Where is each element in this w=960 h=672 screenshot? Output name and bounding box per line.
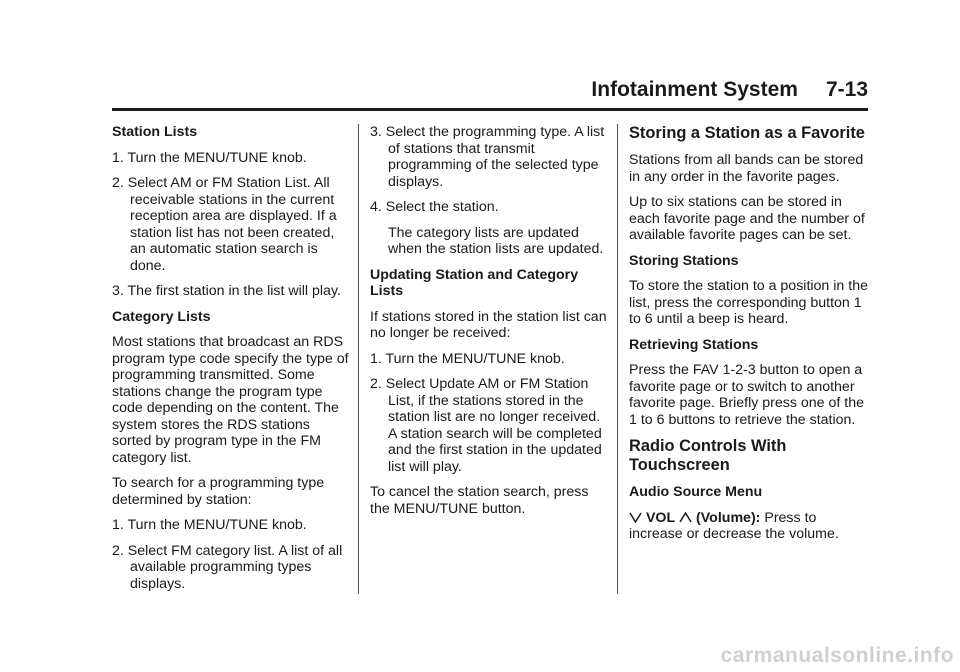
list-item: 3. Select the programming type. A list of stations that transmit programming of the selected type displays. <box>370 124 605 190</box>
list-item: 1. Turn the MENU/TUNE knob. <box>370 350 565 367</box>
vol-label: VOL <box>645 509 676 526</box>
column-3 <box>629 124 869 552</box>
paragraph: To store the station to a position in the list, press the corresponding button 1 to 6 until a beep is heard. <box>629 278 868 327</box>
list-item: 2. Select FM category list. A list of all available programming types displays. <box>112 542 343 592</box>
page-number: 7-13 <box>825 78 868 101</box>
volume-description <box>629 510 869 543</box>
paragraph: To search for a programming type determined by station: <box>112 475 325 508</box>
paragraph: If stations stored in the station list can no longer be received: <box>370 308 607 341</box>
list-item: 2. Select AM or FM Station List. All receivable stations in the current reception area are displayed. If a station list has not been created, an automatic station search is done. <box>112 175 337 274</box>
paragraph: Most stations that broadcast an RDS program type code specify the type of programming transmitted. Some stations change the program type code depending on the content. The system stores the RDS stations sorted by program type in the FM category list. <box>112 334 349 466</box>
heading-retrieving-stations: Retrieving Stations <box>629 336 759 353</box>
paragraph: To cancel the station search, press the MENU/TUNE button. <box>370 484 589 517</box>
page-header <box>591 78 868 102</box>
column-1 <box>112 124 352 601</box>
vol-text: Press to increase or decrease the volume. <box>629 509 839 542</box>
heading-category-lists: Category Lists <box>112 308 211 325</box>
list-item-note: The category lists are updated when the station lists are updated. <box>388 224 604 257</box>
heading-storing-stations: Storing Stations <box>629 252 739 269</box>
watermark: carmanualsonline.info <box>720 644 954 667</box>
paragraph: Press the FAV 1-2-3 button to open a favorite page or to switch to another favorite page. Briefly press one of the 1 to 6 buttons to retrieve the station. <box>629 362 865 428</box>
heading-audio-source-menu: Audio Source Menu <box>629 484 763 500</box>
list-item: 1. Turn the MENU/TUNE knob. <box>112 517 307 533</box>
list-item: 4. Select the station. <box>370 199 499 215</box>
column-2 <box>370 124 610 526</box>
chevron-down-icon <box>629 512 642 523</box>
section-heading-favorite: Storing a Station as a Favorite <box>629 124 865 142</box>
heading-updating-lists: Updating Station and Category Lists <box>370 266 579 299</box>
paragraph: Stations from all bands can be stored in any order in the favorite pages. <box>629 152 864 185</box>
list-item: 1. Turn the MENU/TUNE knob. <box>112 149 307 166</box>
column-divider <box>617 124 618 594</box>
chevron-up-icon <box>679 512 692 523</box>
paragraph: Up to six stations can be stored in each favorite page and the number of available favorite pages can be set. <box>629 194 865 243</box>
list-item: 2. Select Update AM or FM Station List, if the stations stored in the station list are no longer received. A station search will be completed and the first station in the updated list will play. <box>370 376 602 475</box>
vol-paren-label: (Volume): <box>696 509 761 526</box>
section-title: Infotainment System <box>591 78 798 101</box>
heading-station-lists: Station Lists <box>112 124 198 140</box>
column-divider <box>358 124 359 594</box>
header-rule <box>112 108 868 111</box>
list-item: 3. The first station in the list will play. <box>112 283 341 299</box>
section-heading-radio-controls: Radio Controls With Touchscreen <box>629 437 787 474</box>
